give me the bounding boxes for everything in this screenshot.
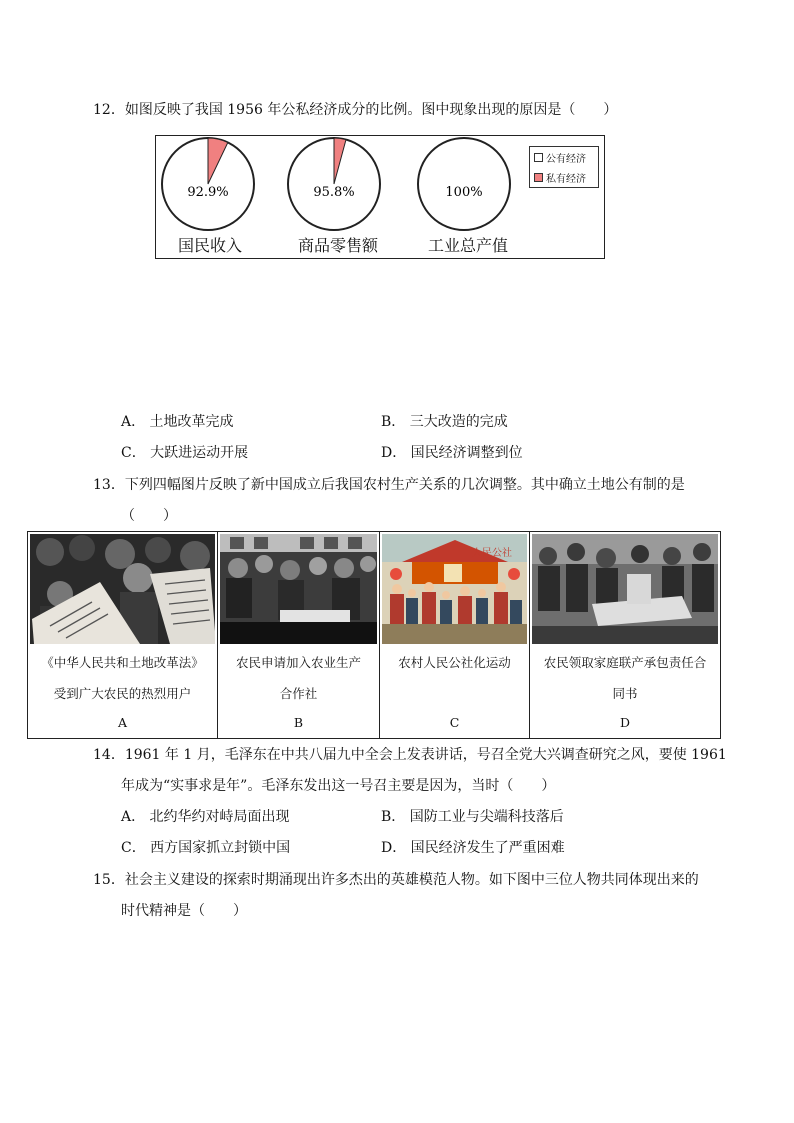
q14-option-a[interactable]: A． 北约华约对峙局面出现	[121, 809, 290, 825]
q13-cell-c[interactable]	[380, 532, 530, 738]
poster-text: 人民公社	[472, 548, 512, 559]
q12-pie-figure	[155, 135, 605, 259]
photo-peoples-commune-poster	[382, 534, 527, 644]
legend-private-swatch	[534, 173, 543, 182]
caption-a-line2: 受到广大农民的热烈用户	[53, 686, 192, 701]
label-d: D	[619, 715, 631, 730]
caption-b-line2: 合作社	[279, 686, 318, 701]
q13-cell-b[interactable]	[218, 532, 380, 738]
q14-stem-line1: 14．1961 年 1 月，毛泽东在中共八届九中全会上发表讲话，号召全党大兴调查研究之风，要使 1961	[93, 747, 727, 763]
q15-stem-line2: 时代精神是（ ）	[121, 903, 247, 919]
legend-public-swatch	[534, 153, 543, 162]
q13-cell-d[interactable]	[530, 532, 720, 738]
pie-3-public-slice	[418, 138, 510, 230]
photo-household-contract	[532, 534, 718, 644]
caption-d-line1: 农民领取家庭联产承包责任合	[543, 655, 707, 670]
q14-stem-line2: 年成为“实事求是年”。毛泽东发出这一号召主要是因为，当时（ ）	[121, 778, 556, 794]
q13-stem-line2: （ ）	[121, 508, 177, 524]
q13-cell-a[interactable]	[28, 532, 218, 738]
pie-2	[288, 138, 380, 230]
pie-legend	[529, 146, 599, 188]
photo-land-reform-law	[30, 534, 215, 644]
legend-public	[530, 147, 598, 167]
pie-1-value-label: 92.9%	[187, 185, 229, 200]
pie-3	[418, 138, 510, 230]
pie-2-value-label: 95.8%	[313, 185, 355, 200]
q12-option-b[interactable]: B． 三大改造的完成	[381, 414, 508, 430]
q14-option-d[interactable]: D． 国民经济发生了严重困难	[381, 840, 565, 856]
q12-option-c[interactable]: C． 大跃进运动开展	[121, 445, 249, 461]
q12-stem: 12．如图反映了我国 1956 年公私经济成分的比例。图中现象出现的原因是（ ）	[93, 102, 618, 118]
legend-public-label: 公有经济	[546, 153, 586, 165]
q12-option-a[interactable]: A． 土地改革完成	[121, 414, 234, 430]
caption-b-line1: 农民申请加入农业生产	[235, 655, 361, 670]
q13-stem-line1: 13．下列四幅图片反映了新中国成立后我国农村生产关系的几次调整。其中确立土地公有制的是	[93, 477, 685, 493]
q12-option-d[interactable]: D． 国民经济调整到位	[381, 445, 523, 461]
label-c: C	[449, 715, 460, 730]
q13-photo-table	[27, 531, 721, 739]
pie-label-national-income: 国民收入	[178, 236, 243, 255]
caption-c-line1: 农村人民公社化运动	[398, 655, 511, 670]
legend-private	[530, 167, 598, 187]
pie-1	[162, 138, 254, 230]
caption-d-line2: 同书	[612, 686, 638, 701]
label-b: B	[293, 715, 304, 730]
q15-stem-line1: 15．社会主义建设的探索时期涌现出许多杰出的英雄模范人物。如下图中三位人物共同体现出来的	[93, 872, 699, 888]
label-a: A	[117, 715, 128, 730]
legend-private-label: 私有经济	[546, 173, 586, 185]
q14-option-c[interactable]: C． 西方国家抓立封锁中国	[121, 840, 291, 856]
pie-label-retail-sales: 商品零售额	[298, 236, 379, 255]
pie-label-industrial-output: 工业总产值	[428, 236, 509, 255]
pie-3-value-label: 100%	[445, 185, 483, 200]
caption-a-line1: 《中华人民共和土地改革法》	[41, 655, 204, 670]
photo-cooperative-application	[220, 534, 377, 644]
q14-option-b[interactable]: B． 国防工业与尖端科技落后	[381, 809, 564, 825]
